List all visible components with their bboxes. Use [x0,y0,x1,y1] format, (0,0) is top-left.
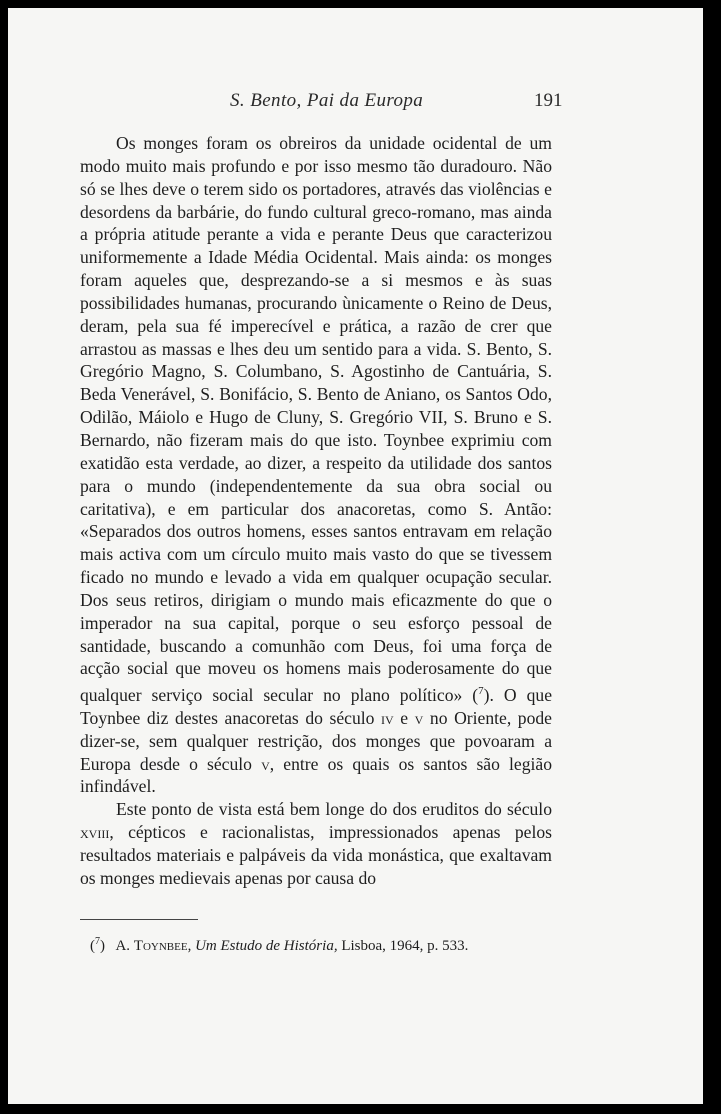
roman-numeral: v [261,753,270,774]
footnote-publication: Lisboa, 1964, p. 533. [341,938,469,954]
paragraph-1-text-cont: e [393,707,415,728]
paragraph-1 [80,132,552,798]
running-head [8,90,721,116]
paragraph-2-text-cont: , cépticos e racionalistas, impressionados apenas pelos resultados materiais e palpáveis da vida monástica, que exaltavam os monges medievais apenas por causa do [80,822,552,888]
footnote-author-name: Toynbee [133,938,188,954]
footnote: ($^7$) A. Toynbee, Um Estudo de História, Lisboa, 1964, p. 533. [90,936,469,954]
page-number: 191 [534,90,563,111]
footnote-marker-open: ( [90,938,95,954]
running-title: S. Bento, Pai da Europa [230,90,424,111]
footnote-marker-close: ) [100,938,105,954]
paragraph-2 [80,798,552,889]
book-page [8,8,709,1104]
footnote-divider [80,919,198,920]
footnote-reference: 7 [478,685,484,698]
body-text [80,132,552,890]
footnote-author-initial: A. [115,938,131,954]
footnote-work-title: Um Estudo de História, [195,938,338,954]
paragraph-2-text: Este ponto de vista está bem longe do dos eruditos do século [116,799,552,820]
paragraph-1-text-cont: , entre os quais os santos são legião infindável. [80,753,553,797]
footnote-number: 7 [95,936,100,947]
roman-numeral: xviii [80,822,110,843]
paragraph-1-text: Os monges foram os obreiros da unidade ocidental de um modo muito mais profundo e por isso mesmo tão duradouro. Não só se lhes deve o terem sido os portadores, através das violências e desordens da barbárie, do fundo cultural greco-romano, mas ainda a própria atitude perante a vida e perante Deus que caracterizou uniformemente a Idade Média Ocidental. Mais ainda: os monges foram aqueles que, desprezando-se a si mesmos e às suas possibilidades humanas, procurando ùnicamente o Reino de Deus, deram, pela sua fé imperecível e prática, a razão de crer que arrastou as massas e lhes deu um sentido para a vida. S. Bento, S. Gregório Magno, S. Columbano, S. Agostinho de Cantuária, S. Beda Venerável, S. Bonifácio, S. Bento de Aniano, os Santos Odo, Odilão, Máiolo e Hugo de Cluny, S. Gregório VII, S. Bruno e S. Bernardo, não fizeram mais do que isto. Toynbee exprimiu com exatidão esta verdade, ao dizer, a respeito da utilidade dos santos para o mundo (independentemente da sua obra social ou caritativa), e em particular dos anacoretas, como S. Antão: «Separados dos outros homens, esses santos entravam em relação mais activa com um círculo muito mais vasto do que se tivessem ficado no mundo e levado a vida em qualquer ocupação secular. Dos seus retiros, dirigiam o mundo mais eficazmente do que o imperador na sua capital, porque o seu esforço pessoal de santidade, buscando a comunhão com Deus, foi uma força de acção social que moveu os homens mais poderosamente do que qualquer serviço social secular no plano político» ( [80,133,552,706]
roman-numeral: iv [381,707,394,728]
paragraph-1-text-cont: ). O que Toynbee diz destes anacoretas do século [80,685,552,728]
paragraph-1-text-cont: no Oriente, pode dizer-se, sem qualquer restrição, dos monges que povoaram a Europa desde o século [80,707,552,774]
roman-numeral: v [414,707,424,728]
